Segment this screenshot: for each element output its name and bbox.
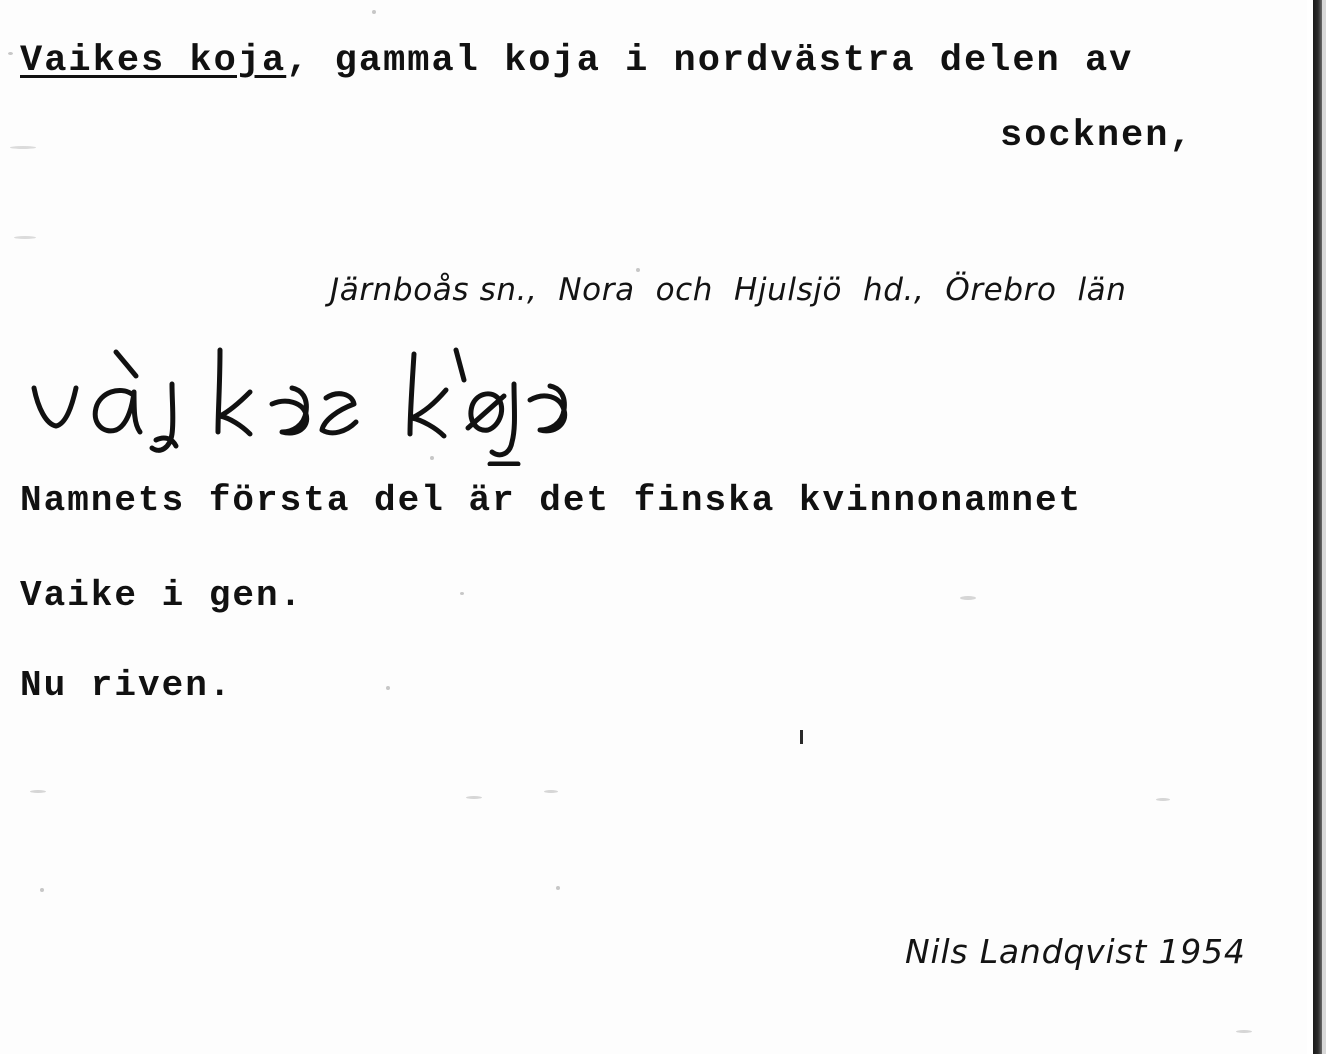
scan-speck [30, 790, 46, 793]
heading-line-2: socknen, [1000, 115, 1194, 157]
headword-line [20, 40, 1133, 82]
phonetic-handwriting-icon [24, 336, 644, 466]
scan-speck [800, 730, 803, 744]
scan-speck [556, 886, 560, 890]
scan-speck [8, 52, 13, 55]
signature: Nils Landqvist 1954 [905, 932, 1246, 971]
location-line: Järnboås sn., Nora och Hjulsjö hd., Örebro län [330, 272, 1127, 308]
scan-speck [372, 10, 376, 14]
scan-edge [1307, 0, 1333, 1054]
body-line-1: Namnets första del är det finska kvinnonamnet [20, 480, 1083, 521]
scan-speck [10, 146, 36, 149]
scan-speck [1156, 798, 1170, 801]
scan-speck [386, 686, 390, 690]
scan-edge-bar [1313, 0, 1322, 1054]
scan-speck [544, 790, 558, 793]
body-line-3: Nu riven. [20, 665, 233, 706]
heading-rest: , gammal koja i nordvästra delen av [286, 40, 1134, 82]
scan-speck [40, 888, 44, 892]
scan-speck [460, 592, 464, 595]
headword: Vaikes koja [20, 40, 287, 82]
phonetic-transcription [24, 336, 644, 466]
scan-speck [466, 796, 482, 799]
scan-edge-highlight [1322, 0, 1326, 1054]
scan-speck [14, 236, 36, 239]
body-line-2: Vaike i gen. [20, 575, 304, 616]
scan-speck [960, 596, 976, 600]
scan-speck [1236, 1030, 1252, 1033]
